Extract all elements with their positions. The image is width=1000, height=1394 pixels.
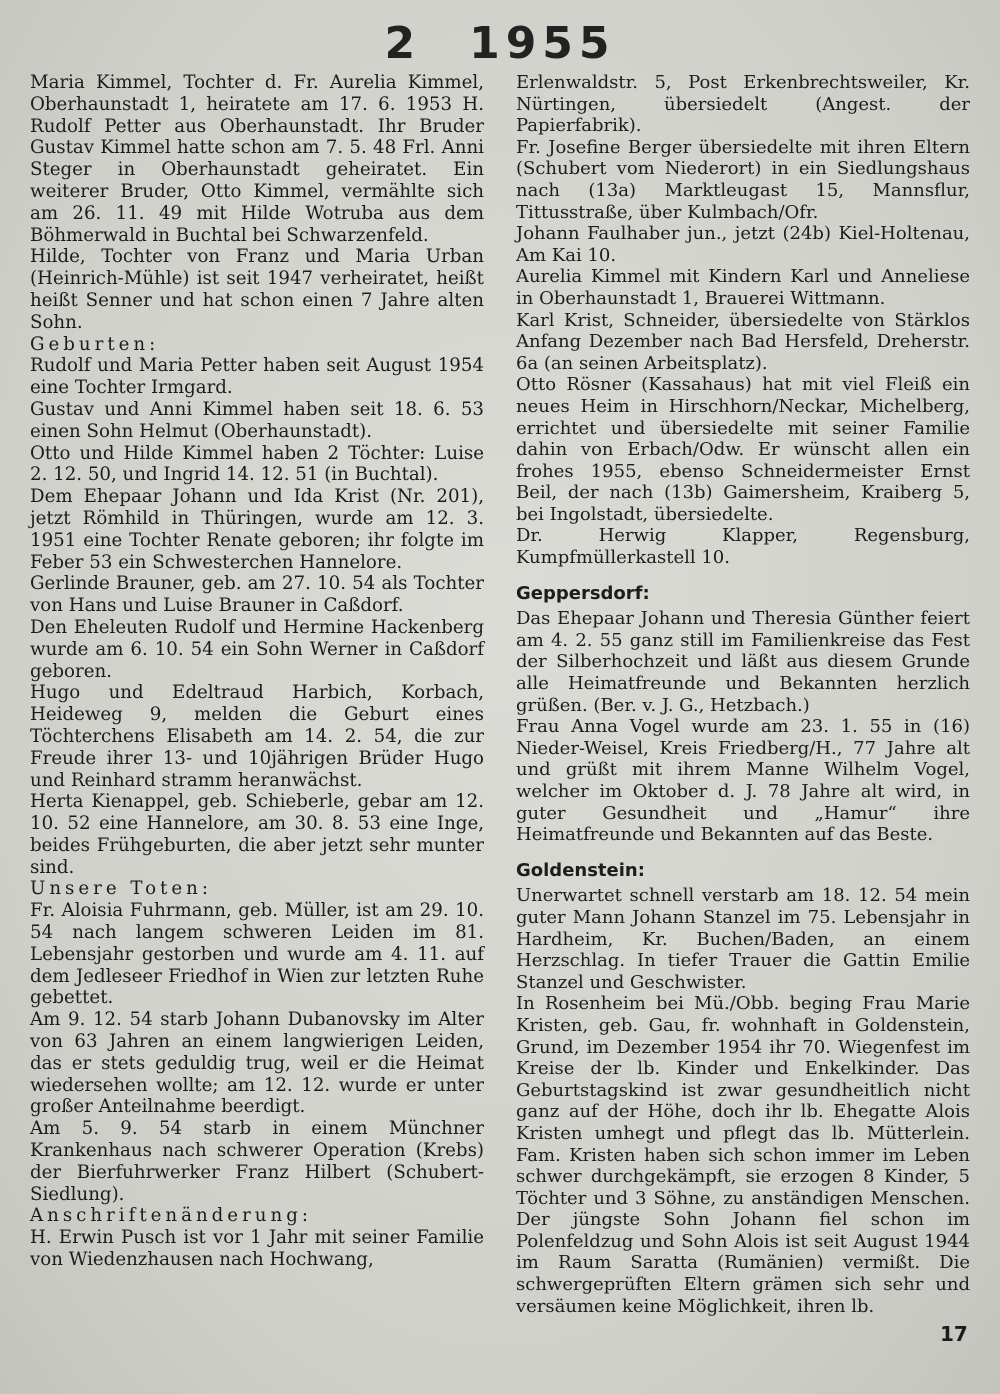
paragraph: Otto Rösner (Kassahaus) hat mit viel Fleiß ein neues Heim in Hirschhorn/Neckar, Michelberg, errichtet und übersiedelte mit seiner Familie dahin von Erbach/Odw. Er wünscht allen ein frohes 1955, ebenso Schneidermeister Ernst Beil, der nach (13b) Gaimersheim, Kraiberg 5, bei Ingolstadt, übersiedelte. (516, 374, 970, 525)
paragraph: Dr. Herwig Klapper, Regensburg, Kumpfmüllerkastell 10. (516, 525, 970, 569)
paragraph: H. Erwin Pusch ist vor 1 Jahr mit seiner Familie von Wiedenzhausen nach Hochwang, (30, 1227, 484, 1271)
right-column (516, 72, 970, 1317)
section-heading: Goldenstein: (516, 859, 645, 881)
paragraph: Unerwartet schnell verstarb am 18. 12. 54 mein guter Mann Johann Stanzel im 75. Lebensjahr in Hardheim, Kr. Buchen/Baden, an einem Herzschlag. In tiefer Trauer die Gattin Emilie Stanzel und Geschwister. (516, 885, 970, 993)
paragraph: Herta Kienappel, geb. Schieberle, gebar am 12. 10. 52 eine Hannelore, am 30. 8. 53 eine Inge, beides Frühgeburten, die aber jetzt sehr munter sind. (30, 791, 484, 878)
paragraph: Erlenwaldstr. 5, Post Erkenbrechtsweiler, Kr. Nürtingen, übersiedelt (Angest. der Papierfabrik). (516, 72, 970, 137)
page-header (0, 18, 1000, 69)
page-number: 17 (940, 1322, 968, 1346)
paragraph: Am 9. 12. 54 starb Johann Dubanovsky im Alter von 63 Jahren an einem langwierigen Leiden, das er stets geduldig trug, weil er die Heimat wiedersehen wollte; am 12. 12. wurde er unter großer Anteilnahme beerdigt. (30, 1009, 484, 1118)
paragraph: Maria Kimmel, Tochter d. Fr. Aurelia Kimmel, Oberhaunstadt 1, heiratete am 17. 6. 1953 H. Rudolf Petter aus Oberhaunstadt. Ihr Bruder Gustav Kimmel hatte schon am 7. 5. 48 Frl. Anni Steger in Oberhaunstadt geheiratet. Ein weiterer Bruder, Otto Kimmel, vermählte sich am 26. 11. 49 mit Hilde Wotruba aus dem Böhmerwald in Buchtal bei Schwarzenfeld. (30, 72, 484, 246)
paragraph: Gustav und Anni Kimmel haben seit 18. 6. 53 einen Sohn Helmut (Oberhaunstadt). (30, 398, 484, 442)
subsection-heading: Unsere Toten: (30, 878, 212, 900)
paragraph: Gerlinde Brauner, geb. am 27. 10. 54 als Tochter von Hans und Luise Brauner in Caßdorf. (30, 573, 484, 617)
subsection-heading: Anschriftenänderung: (30, 1205, 312, 1227)
paragraph: Hugo und Edeltraud Harbich, Korbach, Heideweg 9, melden die Geburt eines Töchterchens Elisabeth am 14. 2. 54, die zur Freude ihrer 13- und 10jährigen Brüder Hugo und Reinhard stramm heranwächst. (30, 682, 484, 791)
paragraph: Das Ehepaar Johann und Theresia Günther feiert am 4. 2. 55 ganz still im Familienkreise das Fest der Silberhochzeit und läßt aus diesem Grunde alle Heimatfreunde und Bekannten herzlich grüßen. (Ber. v. J. G., Hetzbach.) (516, 608, 970, 716)
paragraph: Otto und Hilde Kimmel haben 2 Töchter: Luise 2. 12. 50, und Ingrid 14. 12. 51 (in Buchtal). (30, 442, 484, 486)
paragraph: Fr. Josefine Berger übersiedelte mit ihren Eltern (Schubert vom Niederort) in ein Siedlungshaus nach (13a) Marktleugast 15, Mannsflur, Tittusstraße, über Kulmbach/Ofr. (516, 136, 970, 223)
issue-number: 2 (384, 18, 422, 69)
section-heading: Geppersdorf: (516, 582, 650, 604)
paragraph: Hilde, Tochter von Franz und Maria Urban (Heinrich-Mühle) ist seit 1947 verheiratet, heißt heißt Senner und hat schon einen 7 Jahre alten Sohn. (30, 246, 484, 333)
paragraph: Dem Ehepaar Johann und Ida Krist (Nr. 201), jetzt Römhild in Thüringen, wurde am 12. 3. 1951 eine Tochter Renate geboren; ihr folgte im Feber 53 ein Schwesterchen Hannelore. (30, 486, 484, 573)
paragraph: In Rosenheim bei Mü./Obb. beging Frau Marie Kristen, geb. Gau, fr. wohnhaft in Goldenstein, Grund, im Dezember 1954 ihr 70. Wiegenfest im Kreise der lb. Kinder und Enkelkinder. Das Geburtstagskind ist zwar gesundheitlich nicht ganz auf der Höhe, doch ihr lb. Ehegatte Alois Kristen umhegt und pflegt das lb. Mütterlein. Fam. Kristen haben sich schon immer im Leben schwer durchgekämpft, sie erzogen 8 Kinder, 5 Töchter und 3 Söhne, zu anständigen Menschen. Der jüngste Sohn Johann fiel schon im Polenfeldzug und Sohn Alois ist seit August 1944 im Raum Saratta (Rumänien) vermißt. Die schwergeprüften Eltern grämen sich sehr und versäumen keine Möglichkeit, ihren lb. (516, 993, 970, 1317)
paragraph: Frau Anna Vogel wurde am 23. 1. 55 in (16) Nieder-Weisel, Kreis Friedberg/H., 77 Jahre alt und grüßt mit ihrem Manne Wilhelm Vogel, welcher im Oktober d. J. 78 Jahre alt wird, in guter Gesundheit und „Hamur“ ihre Heimatfreunde und Bekannten auf das Beste. (516, 716, 970, 846)
paragraph: Rudolf und Maria Petter haben seit August 1954 eine Tochter Irmgard. (30, 355, 484, 399)
subsection-heading: Geburten: (30, 333, 160, 355)
paragraph: Fr. Aloisia Fuhrmann, geb. Müller, ist am 29. 10. 54 nach langem schweren Leiden im 81. Lebensjahr gestorben und wurde am 4. 11. auf dem Jedleseer Friedhof in Wien zur letzten Ruhe gebettet. (30, 900, 484, 1009)
paragraph: Karl Krist, Schneider, übersiedelte von Stärklos Anfang Dezember nach Bad Hersfeld, Dreherstr. 6a (an seinen Arbeitsplatz). (516, 309, 970, 374)
issue-year: 1955 (469, 18, 616, 69)
paragraph: Johann Faulhaber jun., jetzt (24b) Kiel-Holtenau, Am Kai 10. (516, 223, 970, 266)
paragraph: Aurelia Kimmel mit Kindern Karl und Anneliese in Oberhaunstadt 1, Brauerei Wittmann. (516, 266, 970, 309)
paragraph: Den Eheleuten Rudolf und Hermine Hackenberg wurde am 6. 10. 54 ein Sohn Werner in Caßdorf geboren. (30, 616, 484, 682)
paragraph: Am 5. 9. 54 starb in einem Münchner Krankenhaus nach schwerer Operation (Krebs) der Bierfuhrwerker Franz Hilbert (Schubert-Siedlung). (30, 1118, 484, 1205)
left-column (30, 72, 484, 1271)
